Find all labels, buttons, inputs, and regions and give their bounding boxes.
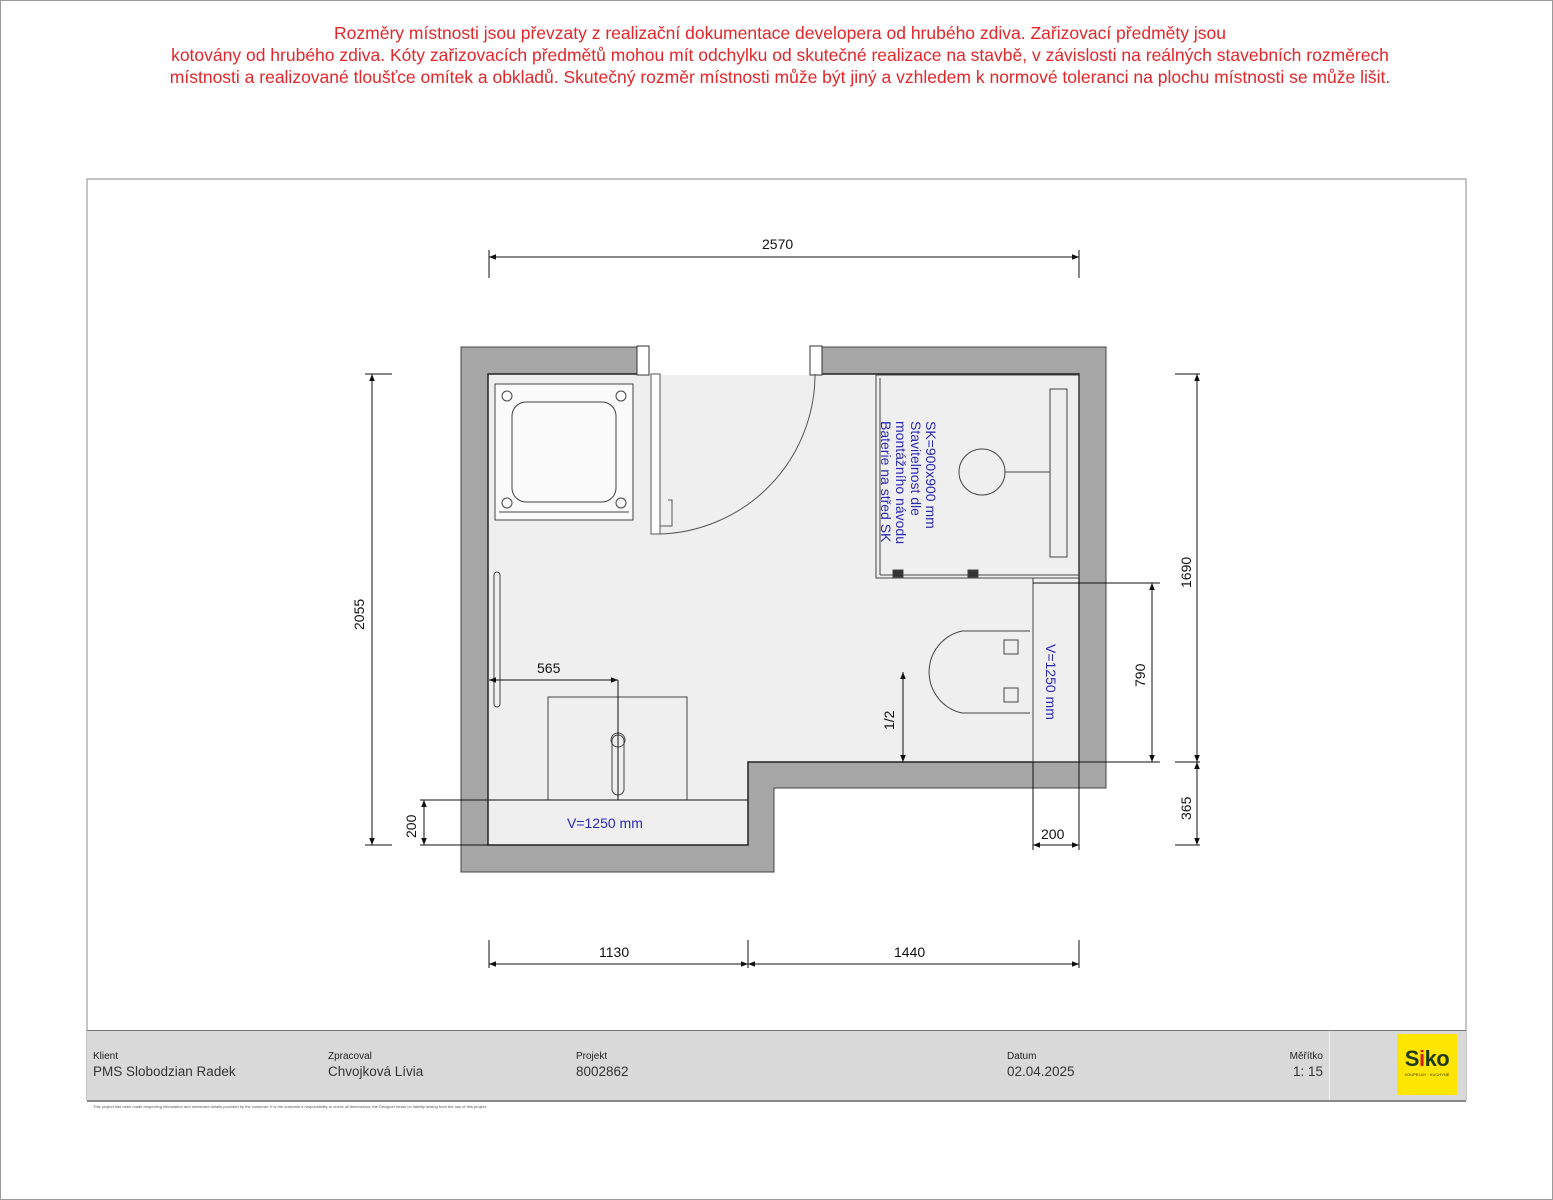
title-block-divider [1329,1031,1330,1100]
dim-bottom-right: 1440 [894,944,926,960]
author-field [328,1051,423,1079]
dim-wc-height: 790 [1132,663,1148,687]
door-jamb [810,346,822,375]
client-field [93,1051,236,1079]
date-label: Datum [1007,1051,1037,1062]
shower-note-line: montážního návodu [893,421,909,544]
door-leaf[interactable] [651,374,660,534]
shower-note-line: SK=900x900 mm [923,421,939,529]
shower-note-line: Baterie na střed SK [878,421,894,543]
footer-disclaimer: This project has been made respecting information and measured details provided by the customer. It is the customer's responsibility to check all dimensions; the Designer bears no liability arising from the use of this project. [93,1104,488,1109]
dim-bottom-left: 1130 [599,944,630,960]
shower-note [878,421,939,544]
notice-line: kotovány od hrubého zdiva. Kóty zařizovacích předmětů mohou mít odchylku od skutečné realizace na stavbě, v závislosti na reálných stavebních rozměrech [171,45,1389,65]
date-value: 02.04.2025 [1007,1064,1075,1079]
door-jamb [637,346,649,375]
client-value: PMS Slobodzian Radek [93,1064,236,1079]
shower-note-line: Stavitelnost dle [908,421,924,516]
notice-line: Rozměry místnosti jsou převzaty z realizační dokumentace developera od hrubého zdiva. Zařizovací předměty jsou [334,23,1226,43]
logo-text: S [1404,1046,1419,1071]
logo-tagline: KOUPELNY · KUCHYNĚ [1404,1072,1450,1077]
logo-text: i [1418,1046,1425,1071]
dim-wc-half: 1/2 [881,710,897,730]
logo-text: ko [1424,1046,1450,1071]
scale-label: Měřítko [1289,1051,1323,1062]
dim-left-small: 200 [403,814,419,838]
project-field [576,1051,629,1079]
dim-sink-offset: 565 [537,660,561,676]
author-value: Chvojková Lívia [328,1064,424,1079]
author-label: Zpracoval [328,1051,372,1062]
scale-value: 1: 15 [1292,1064,1323,1079]
dim-right-lower: 365 [1178,796,1194,820]
date-field [1007,1051,1075,1079]
wc-height-note: V=1250 mm [1043,644,1059,720]
project-value: 8002862 [576,1064,629,1079]
notice-line: místnosti a realizované tloušťce omítek a obkladů. Skutečný rozměr místnosti může být jiný a vzhledem k normové toleranci na plochu místnosti se může lišit. [169,67,1391,87]
washing-machine [495,384,633,520]
sink-height-note: V=1250 mm [567,815,643,831]
title-block [87,1030,1466,1102]
client-label: Klient [93,1051,119,1062]
dim-right-height: 1690 [1178,556,1194,588]
dim-right-small: 200 [1041,826,1065,842]
dim-left-height: 2055 [351,598,367,630]
door-opening [649,346,810,375]
siko-logo [1397,1034,1457,1095]
dim-top-width: 2570 [762,236,794,252]
scale-field [1277,1051,1323,1079]
project-label: Projekt [576,1051,608,1062]
